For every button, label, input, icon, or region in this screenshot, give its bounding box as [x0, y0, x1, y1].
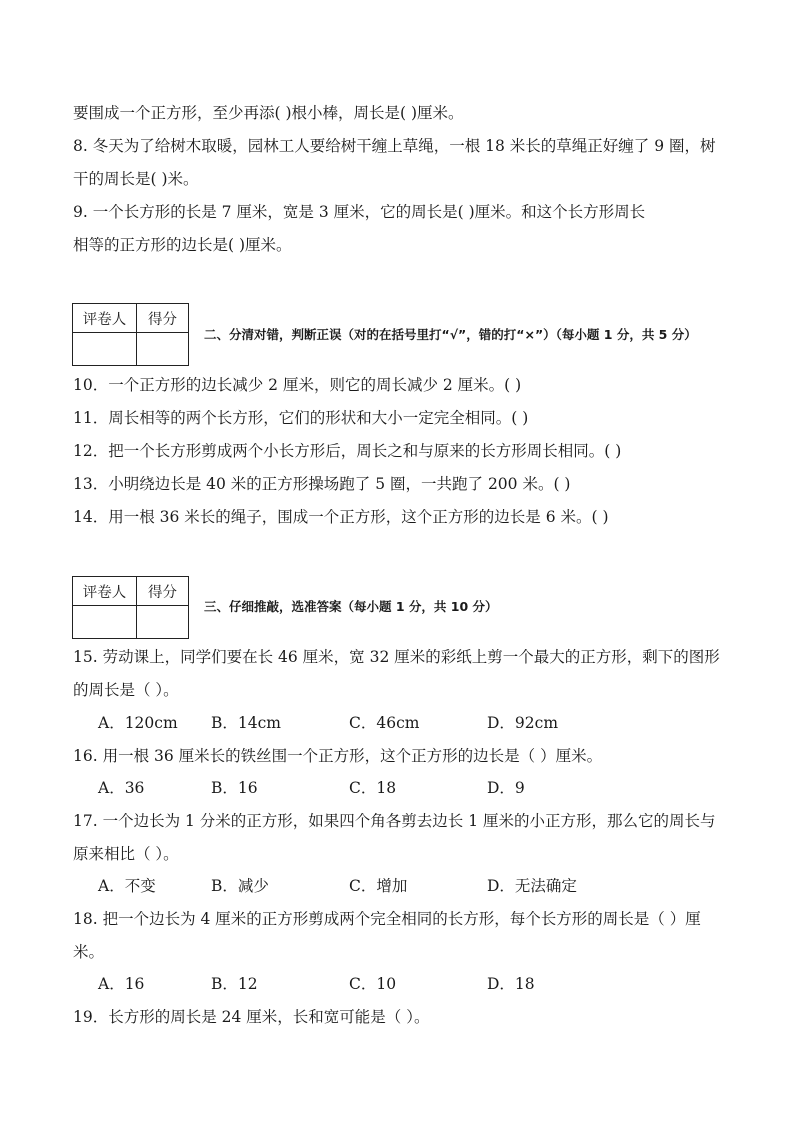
question-17-option-a[interactable]: A．不变	[98, 877, 156, 895]
question-16-line-1: 16. 用一根 36 厘米长的铁丝围一个正方形，这个正方形的边长是（ ）厘米。	[73, 747, 603, 765]
score-table-score-header: 得分	[137, 577, 189, 606]
question-10: 10．一个正方形的边长减少 2 厘米，则它的周长减少 2 厘米。( )	[73, 376, 522, 394]
question-16-option-c[interactable]: C．18	[349, 779, 397, 797]
score-table-reviewer-header: 评卷人	[73, 304, 137, 333]
section-2-title: 二、分清对错，判断正误（对的在括号里打“√”，错的打“×”）（每小题 1 分，共 5 分）	[204, 327, 697, 342]
score-table-reviewer-header: 评卷人	[73, 577, 137, 606]
question-18-option-c[interactable]: C．10	[349, 975, 397, 993]
reviewer-cell[interactable]	[73, 333, 137, 366]
question-17-option-d[interactable]: D．无法确定	[487, 877, 577, 895]
question-14: 14．用一根 36 米长的绳子，围成一个正方形，这个正方形的边长是 6 米。( )	[73, 508, 609, 526]
question-18-line-1: 18. 把一个边长为 4 厘米的正方形剪成两个完全相同的长方形，每个长方形的周长是（ ）厘	[73, 910, 701, 928]
question-15-option-b[interactable]: B．14cm	[211, 714, 281, 732]
score-table-section-2	[72, 303, 189, 366]
question-15-line-2: 的周长是（ ）。	[73, 681, 179, 699]
question-15-option-d[interactable]: D．92cm	[487, 714, 559, 732]
question-8-line-1: 8. 冬天为了给树木取暖，园林工人要给树干缠上草绳，一根 18 米长的草绳正好缠了 9 圈，树	[73, 137, 716, 155]
question-9-line-1: 9. 一个长方形的长是 7 厘米，宽是 3 厘米，它的周长是( )厘米。和这个长方形周长	[73, 203, 646, 221]
question-13: 13．小明绕边长是 40 米的正方形操场跑了 5 圈，一共跑了 200 米。( )	[73, 475, 571, 493]
score-cell[interactable]	[137, 333, 189, 366]
question-18-line-2: 米。	[73, 943, 105, 961]
question-7-continuation: 要围成一个正方形，至少再添( )根小棒，周长是( )厘米。	[73, 104, 464, 122]
question-18-option-a[interactable]: A．16	[98, 975, 145, 993]
question-15-option-c[interactable]: C．46cm	[349, 714, 420, 732]
score-table-score-header: 得分	[137, 304, 189, 333]
question-17-line-2: 原来相比（ ）。	[73, 845, 179, 863]
section-3-title: 三、仔细推敲，选准答案（每小题 1 分，共 10 分）	[204, 599, 498, 614]
question-16-option-d[interactable]: D．9	[487, 779, 525, 797]
question-16-option-b[interactable]: B．16	[211, 779, 258, 797]
question-19-line-1: 19．长方形的周长是 24 厘米，长和宽可能是（ ）。	[73, 1008, 430, 1026]
question-8-line-2: 干的周长是( )米。	[73, 170, 199, 188]
question-9-line-2: 相等的正方形的边长是( )厘米。	[73, 236, 292, 254]
question-17-option-b[interactable]: B．减少	[211, 877, 269, 895]
question-15-option-a[interactable]: A．120cm	[98, 714, 178, 732]
reviewer-cell[interactable]	[73, 606, 137, 639]
question-17-line-1: 17. 一个边长为 1 分米的正方形，如果四个角各剪去边长 1 厘米的小正方形，那么它的周长与	[73, 812, 716, 830]
question-15-line-1: 15. 劳动课上，同学们要在长 46 厘米，宽 32 厘米的彩纸上剪一个最大的正方形，剩下的图形	[73, 648, 720, 666]
score-cell[interactable]	[137, 606, 189, 639]
score-table-section-3	[72, 576, 189, 639]
question-17-option-c[interactable]: C．增加	[349, 877, 408, 895]
question-11: 11．周长相等的两个长方形，它们的形状和大小一定完全相同。( )	[73, 409, 529, 427]
question-18-option-b[interactable]: B．12	[211, 975, 258, 993]
question-12: 12．把一个长方形剪成两个小长方形后，周长之和与原来的长方形周长相同。( )	[73, 442, 622, 460]
question-16-option-a[interactable]: A．36	[98, 779, 145, 797]
question-18-option-d[interactable]: D．18	[487, 975, 535, 993]
